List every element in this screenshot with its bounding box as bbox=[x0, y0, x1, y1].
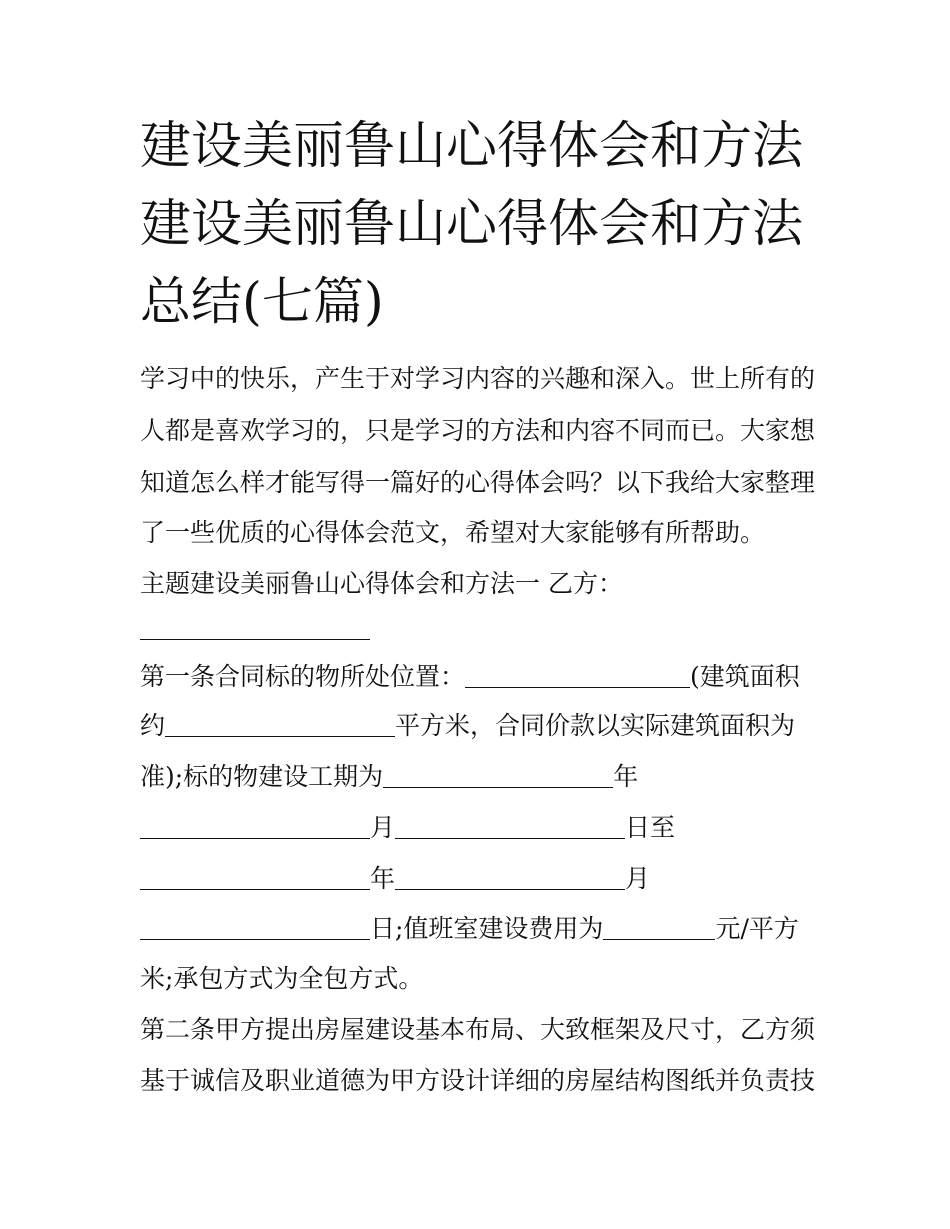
fill-blank bbox=[465, 665, 690, 688]
fill-blank bbox=[140, 917, 370, 940]
intro-line-2: 人都是喜欢学习的，只是学习的方法和内容不同而已。大家想 bbox=[140, 416, 816, 445]
fill-blank bbox=[395, 816, 625, 839]
fill-blank bbox=[140, 617, 370, 640]
clause-text: 月 bbox=[370, 813, 396, 842]
clause-text: 元/平方 bbox=[715, 914, 799, 943]
clause-text: 日至 bbox=[625, 813, 676, 842]
clause-1-line-1 bbox=[140, 660, 820, 694]
intro-line-1: 学习中的快乐，产生于对学习内容的兴趣和深入。世上所有的 bbox=[140, 364, 816, 393]
fill-blank bbox=[165, 714, 395, 737]
document-title-line-3: 总结(七篇) bbox=[140, 273, 384, 332]
clause-1-line-5 bbox=[140, 862, 820, 896]
clause-1-line-4 bbox=[140, 811, 820, 845]
clause-text: 年 bbox=[370, 864, 396, 893]
clause-text: 月 bbox=[625, 864, 651, 893]
clause-1-line-2 bbox=[140, 709, 820, 743]
fill-blank bbox=[140, 816, 370, 839]
clause-2-line-1: 第二条甲方提出房屋建设基本布局、大致框架及尺寸，乙方须 bbox=[140, 1015, 816, 1044]
clause-text: 平方米，合同价款以实际建筑面积为 bbox=[395, 711, 796, 740]
clause-text: 第一条合同标的物所处位置： bbox=[140, 662, 466, 691]
fill-blank bbox=[140, 867, 370, 890]
party-b-blank-line bbox=[140, 612, 820, 646]
clause-text: 日;值班室建设费用为 bbox=[370, 914, 604, 943]
clause-text: 约 bbox=[140, 711, 166, 740]
clause-text: (建筑面积 bbox=[690, 662, 800, 691]
clause-text: 年 bbox=[613, 762, 639, 791]
fill-blank bbox=[383, 765, 613, 788]
intro-line-3: 知道怎么样才能写得一篇好的心得体会吗？以下我给大家整理 bbox=[140, 468, 816, 497]
intro-line-4: 了一些优质的心得体会范文，希望对大家能够有所帮助。 bbox=[140, 518, 766, 547]
fill-blank bbox=[395, 867, 625, 890]
document-title-line-2: 建设美丽鲁山心得体会和方法 bbox=[140, 195, 804, 254]
document-title-line-1: 建设美丽鲁山心得体会和方法 bbox=[140, 117, 804, 176]
clause-1-line-6 bbox=[140, 912, 820, 946]
clause-text: 准);标的物建设工期为 bbox=[140, 762, 384, 791]
topic-heading: 主题建设美丽鲁山心得体会和方法一 乙方： bbox=[140, 569, 623, 598]
clause-1-line-7: 米;承包方式为全包方式。 bbox=[140, 964, 424, 993]
clause-2-line-2: 基于诚信及职业道德为甲方设计详细的房屋结构图纸并负责技 bbox=[140, 1066, 816, 1095]
fill-blank bbox=[603, 917, 715, 940]
clause-1-line-3 bbox=[140, 760, 820, 794]
